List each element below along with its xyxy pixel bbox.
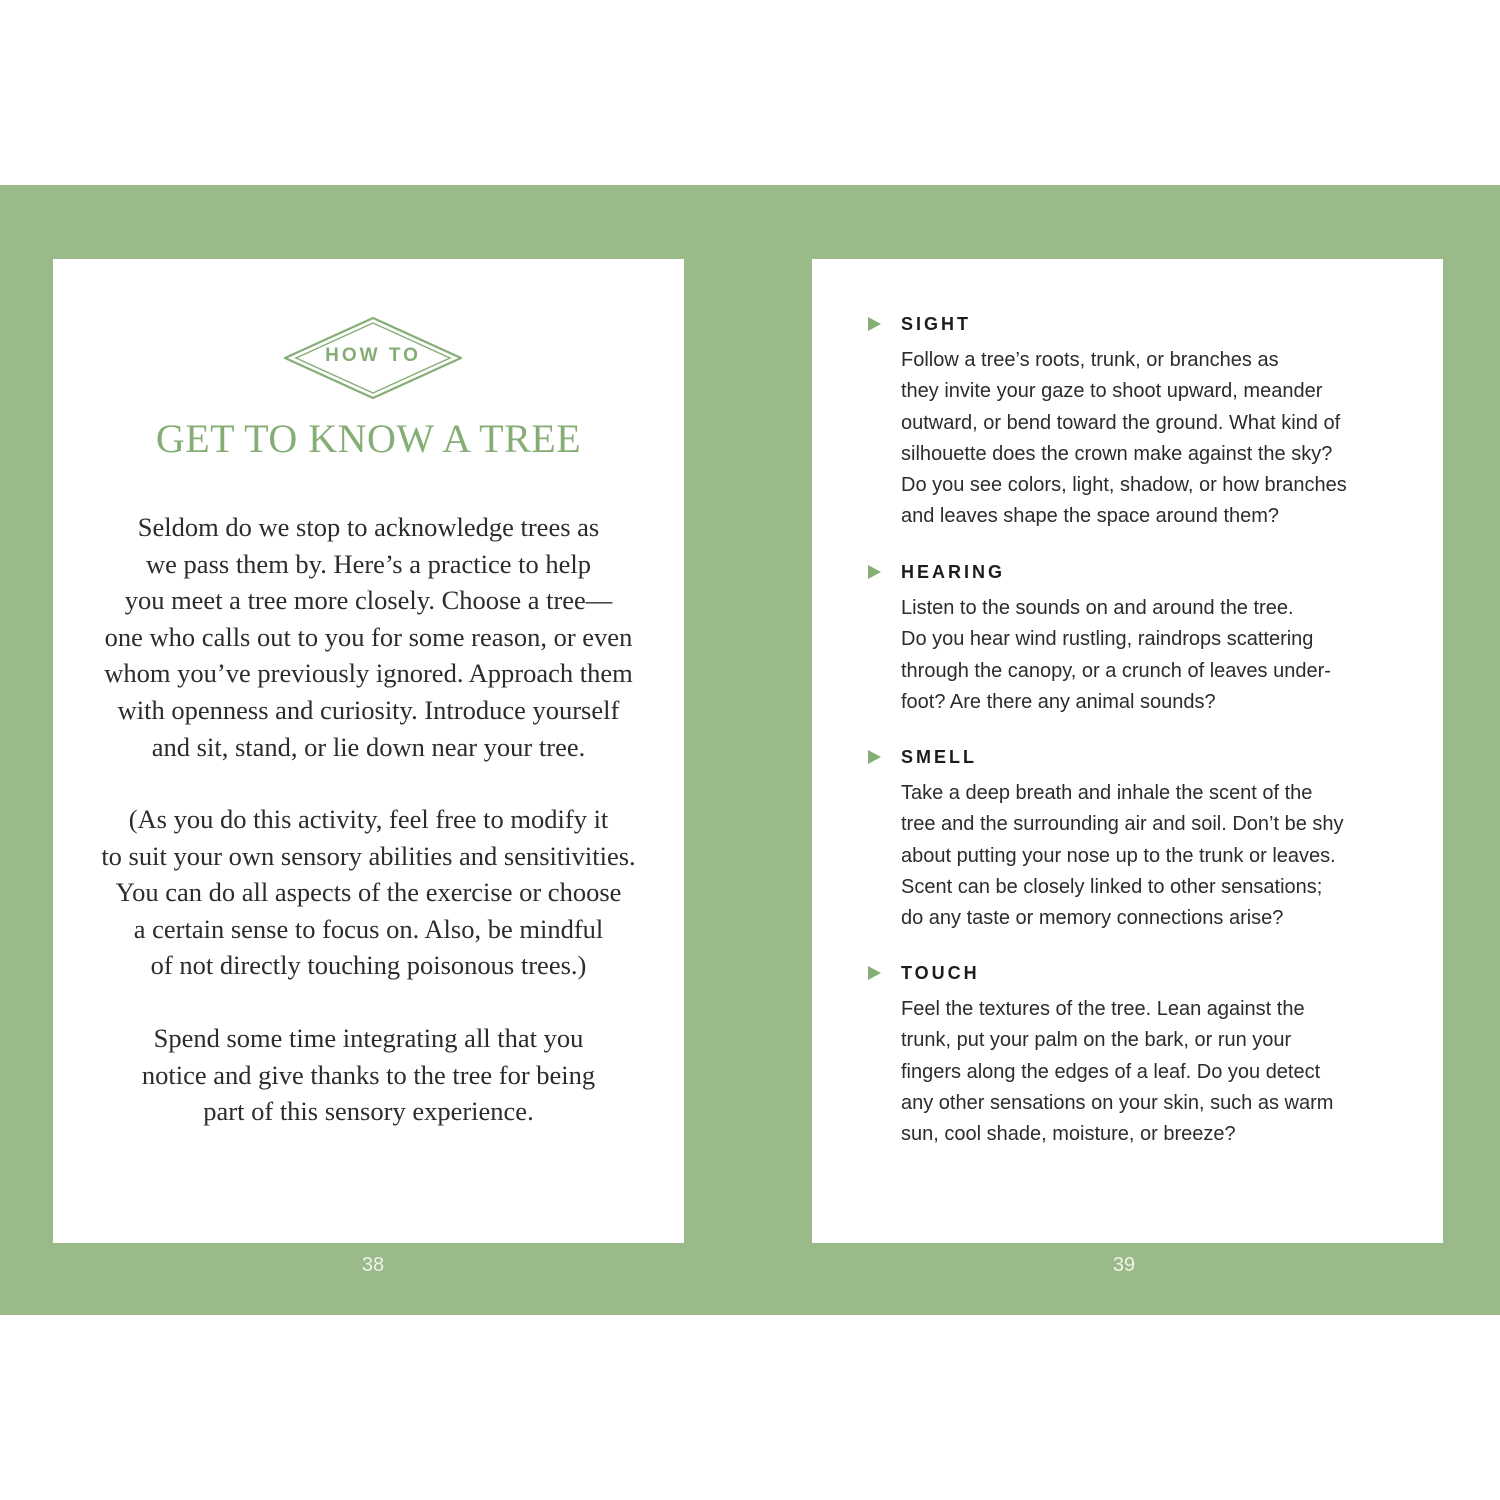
right-page <box>812 259 1443 1243</box>
text-line: and leaves shape the space around them? <box>901 505 1280 528</box>
paragraph-line: and sit, stand, or lie down near your tree. <box>151 731 586 762</box>
sense-text <box>901 994 1436 1150</box>
sense-heading: HEARING <box>901 562 1006 582</box>
note-paragraph <box>83 801 654 984</box>
text-line: through the canopy, or a crunch of leaves under- <box>901 659 1331 682</box>
sense-heading: SMELL <box>901 747 977 767</box>
left-page <box>53 259 684 1243</box>
text-line: silhouette does the crown make against the sky? <box>901 442 1333 465</box>
page-number-right: 39 <box>1112 1254 1136 1276</box>
closing-paragraph <box>83 1020 654 1130</box>
sense-text <box>901 778 1436 934</box>
badge-label: HOW TO <box>325 345 421 366</box>
paragraph-line: one who calls out to you for some reason, or even <box>104 621 633 652</box>
paragraph-line: part of this sensory experience. <box>203 1096 534 1127</box>
sense-heading: TOUCH <box>901 963 980 983</box>
text-line: Follow a tree’s roots, trunk, or branches as <box>901 349 1279 371</box>
paragraph-line: a certain sense to focus on. Also, be mindful <box>133 913 604 944</box>
paragraph-line: (As you do this activity, feel free to modify it <box>128 804 609 834</box>
sense-heading: SIGHT <box>901 314 972 334</box>
text-line: Take a deep breath and inhale the scent of the <box>901 782 1313 804</box>
text-line: they invite your gaze to shoot upward, meander <box>901 380 1323 403</box>
paragraph-line: of not directly touching poisonous trees.) <box>150 950 587 981</box>
text-line: tree and the surrounding air and soil. Don’t be shy <box>901 813 1344 836</box>
page-number-left: 38 <box>361 1254 385 1276</box>
text-line: sun, cool shade, moisture, or breeze? <box>901 1123 1236 1146</box>
text-line: foot? Are there any animal sounds? <box>901 690 1216 713</box>
text-line: Scent can be closely linked to other sensations; <box>901 875 1323 898</box>
paragraph-line: whom you’ve previously ignored. Approach them <box>104 658 633 689</box>
text-line: do any taste or memory connections arise? <box>901 907 1284 930</box>
paragraph-line: to suit your own sensory abilities and sensitivities. <box>101 840 636 871</box>
text-line: trunk, put your palm on the bark, or run your <box>901 1029 1292 1052</box>
sense-text <box>901 345 1436 533</box>
triangle-bullet-icon <box>868 750 881 764</box>
how-to-badge <box>284 317 462 399</box>
paragraph-line: with openness and curiosity. Introduce yourself <box>117 694 620 725</box>
paragraph-line: Spend some time integrating all that you <box>153 1023 584 1053</box>
text-line: Feel the textures of the tree. Lean against the <box>901 998 1305 1020</box>
sense-text <box>901 593 1436 718</box>
text-line: about putting your nose up to the trunk or leaves. <box>901 844 1336 867</box>
text-line: outward, or bend toward the ground. What kind of <box>901 411 1341 434</box>
triangle-bullet-icon <box>868 317 881 331</box>
paragraph-line: we pass them by. Here’s a practice to help <box>146 548 591 579</box>
text-line: Listen to the sounds on and around the tree. <box>901 597 1294 619</box>
text-line: fingers along the edges of a leaf. Do you detect <box>901 1060 1321 1083</box>
intro-paragraph <box>83 509 654 765</box>
text-line: Do you see colors, light, shadow, or how branches <box>901 474 1347 497</box>
triangle-bullet-icon <box>868 966 881 980</box>
text-line: Do you hear wind rustling, raindrops scattering <box>901 628 1314 651</box>
page-title: GET TO KNOW A TREE <box>155 416 582 461</box>
text-line: any other sensations on your skin, such as warm <box>901 1091 1334 1114</box>
triangle-bullet-icon <box>868 565 881 579</box>
paragraph-line: you meet a tree more closely. Choose a tree— <box>124 585 613 616</box>
paragraph-line: You can do all aspects of the exercise or choose <box>115 877 622 908</box>
paragraph-line: Seldom do we stop to acknowledge trees as <box>137 512 600 542</box>
paragraph-line: notice and give thanks to the tree for being <box>141 1059 596 1090</box>
